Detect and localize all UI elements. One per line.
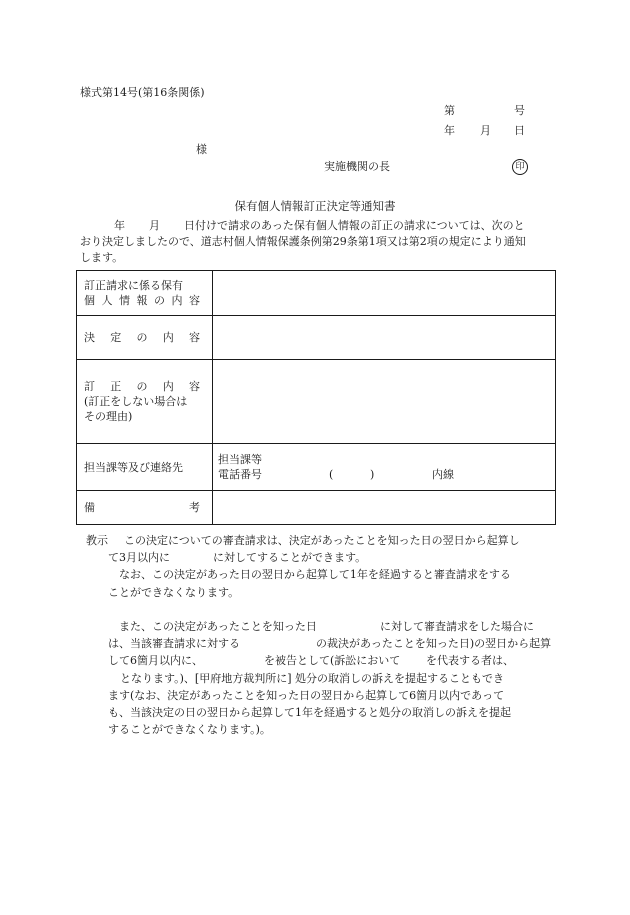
date-year: 年	[444, 124, 455, 137]
form-number: 様式第14号(第16条関係)	[80, 86, 205, 99]
notes-line8: となります。)、[甲府地方裁判所に] 処分の取消しの訴えを提起することもでき	[120, 671, 504, 685]
contact-dept: 担当課等	[218, 453, 262, 466]
notes-line9: ます(なお、決定があったことを知った日の翌日から起算して6箇月以内であって	[108, 688, 505, 702]
body-paragraph	[80, 218, 555, 266]
notes-line11: することができなくなります。)。	[108, 723, 271, 737]
table-row	[77, 271, 556, 316]
notes-line1: この決定についての審査請求は、決定があったことを知った日の翌日から起算し	[124, 534, 520, 547]
body-line3: します。	[80, 251, 124, 264]
table-row	[77, 316, 556, 360]
document-title: 保有個人情報訂正決定等通知書	[234, 199, 396, 213]
notes-line5a: また、この決定があったことを知った日	[119, 619, 317, 633]
number-suffix: 号	[514, 104, 525, 117]
body-month: 月	[149, 219, 160, 232]
value-contact[interactable]	[213, 444, 556, 491]
table-row	[77, 444, 556, 491]
notes-line6b: の裁決があったことを知った日)の翌日から起算	[316, 637, 552, 651]
notes-line7a: して6箇月以内に、	[108, 654, 203, 668]
body-line2: おり決定しましたので、道志村個人情報保護条例第29条第1項又は第2項の規定により通知	[80, 235, 526, 248]
notes-line6a: は、当該審査請求に対する	[108, 637, 240, 651]
instruction-notes	[86, 532, 556, 738]
phone-paren-open: (	[329, 468, 334, 481]
date-month: 月	[480, 124, 491, 137]
notes-line5b: に対して審査請求をした場合に	[380, 619, 534, 633]
label-remarks	[77, 491, 213, 525]
value-correction-content[interactable]	[213, 360, 556, 444]
date-day: 日	[514, 124, 525, 137]
spread-label: 訂 正 の 内 容	[84, 380, 200, 393]
notes-line7b: を被告として(訴訟において	[264, 654, 401, 668]
notes-line2b: に対してすることができます。	[213, 551, 367, 565]
value-remarks[interactable]	[213, 491, 556, 525]
number-prefix: 第	[444, 104, 455, 117]
label-correction-target: 訂正請求に係る保有 個 人 情 報 の 内 容	[77, 271, 213, 316]
spread-label: 決 定 の 内 容	[84, 331, 200, 344]
body-year: 年	[114, 219, 125, 232]
seal-mark: 印	[512, 159, 528, 175]
value-correction-target[interactable]	[213, 271, 556, 316]
contact-phone: 電話番号	[218, 468, 262, 481]
table-row	[77, 491, 556, 525]
notes-label: 教示	[86, 534, 108, 547]
body-line1-text: 日付けで請求のあった保有個人情報の訂正の請求については、次のと	[184, 219, 525, 232]
spread-label: 備 考	[84, 501, 200, 514]
decision-table	[76, 270, 556, 525]
notes-line10: も、当該決定の日の翌日から起算して1年を経過すると処分の取消しの訴えを提起	[108, 705, 511, 719]
notes-line7c: を代表する者は、	[426, 654, 514, 668]
contact-extension: 内線	[432, 468, 454, 481]
issuer-title: 実施機関の長	[324, 160, 390, 173]
spread-label: 個 人 情 報 の 内 容	[84, 294, 200, 307]
notes-line3: なお、この決定があった日の翌日から起算して1年を経過すると審査請求をする	[119, 568, 511, 582]
addressee-suffix: 様	[196, 143, 207, 156]
label-decision-content	[77, 316, 213, 360]
label-contact: 担当課等及び連絡先	[77, 444, 213, 491]
phone-paren-close: )	[370, 468, 375, 481]
label-correction-content: 訂 正 の 内 容 (訂正をしない場合は その理由)	[77, 360, 213, 444]
notes-line4: ことができなくなります。	[108, 585, 240, 599]
contact-phone-line	[218, 467, 555, 482]
notes-line2a: て3月以内に	[108, 551, 170, 565]
table-row	[77, 360, 556, 444]
value-decision-content[interactable]	[213, 316, 556, 360]
